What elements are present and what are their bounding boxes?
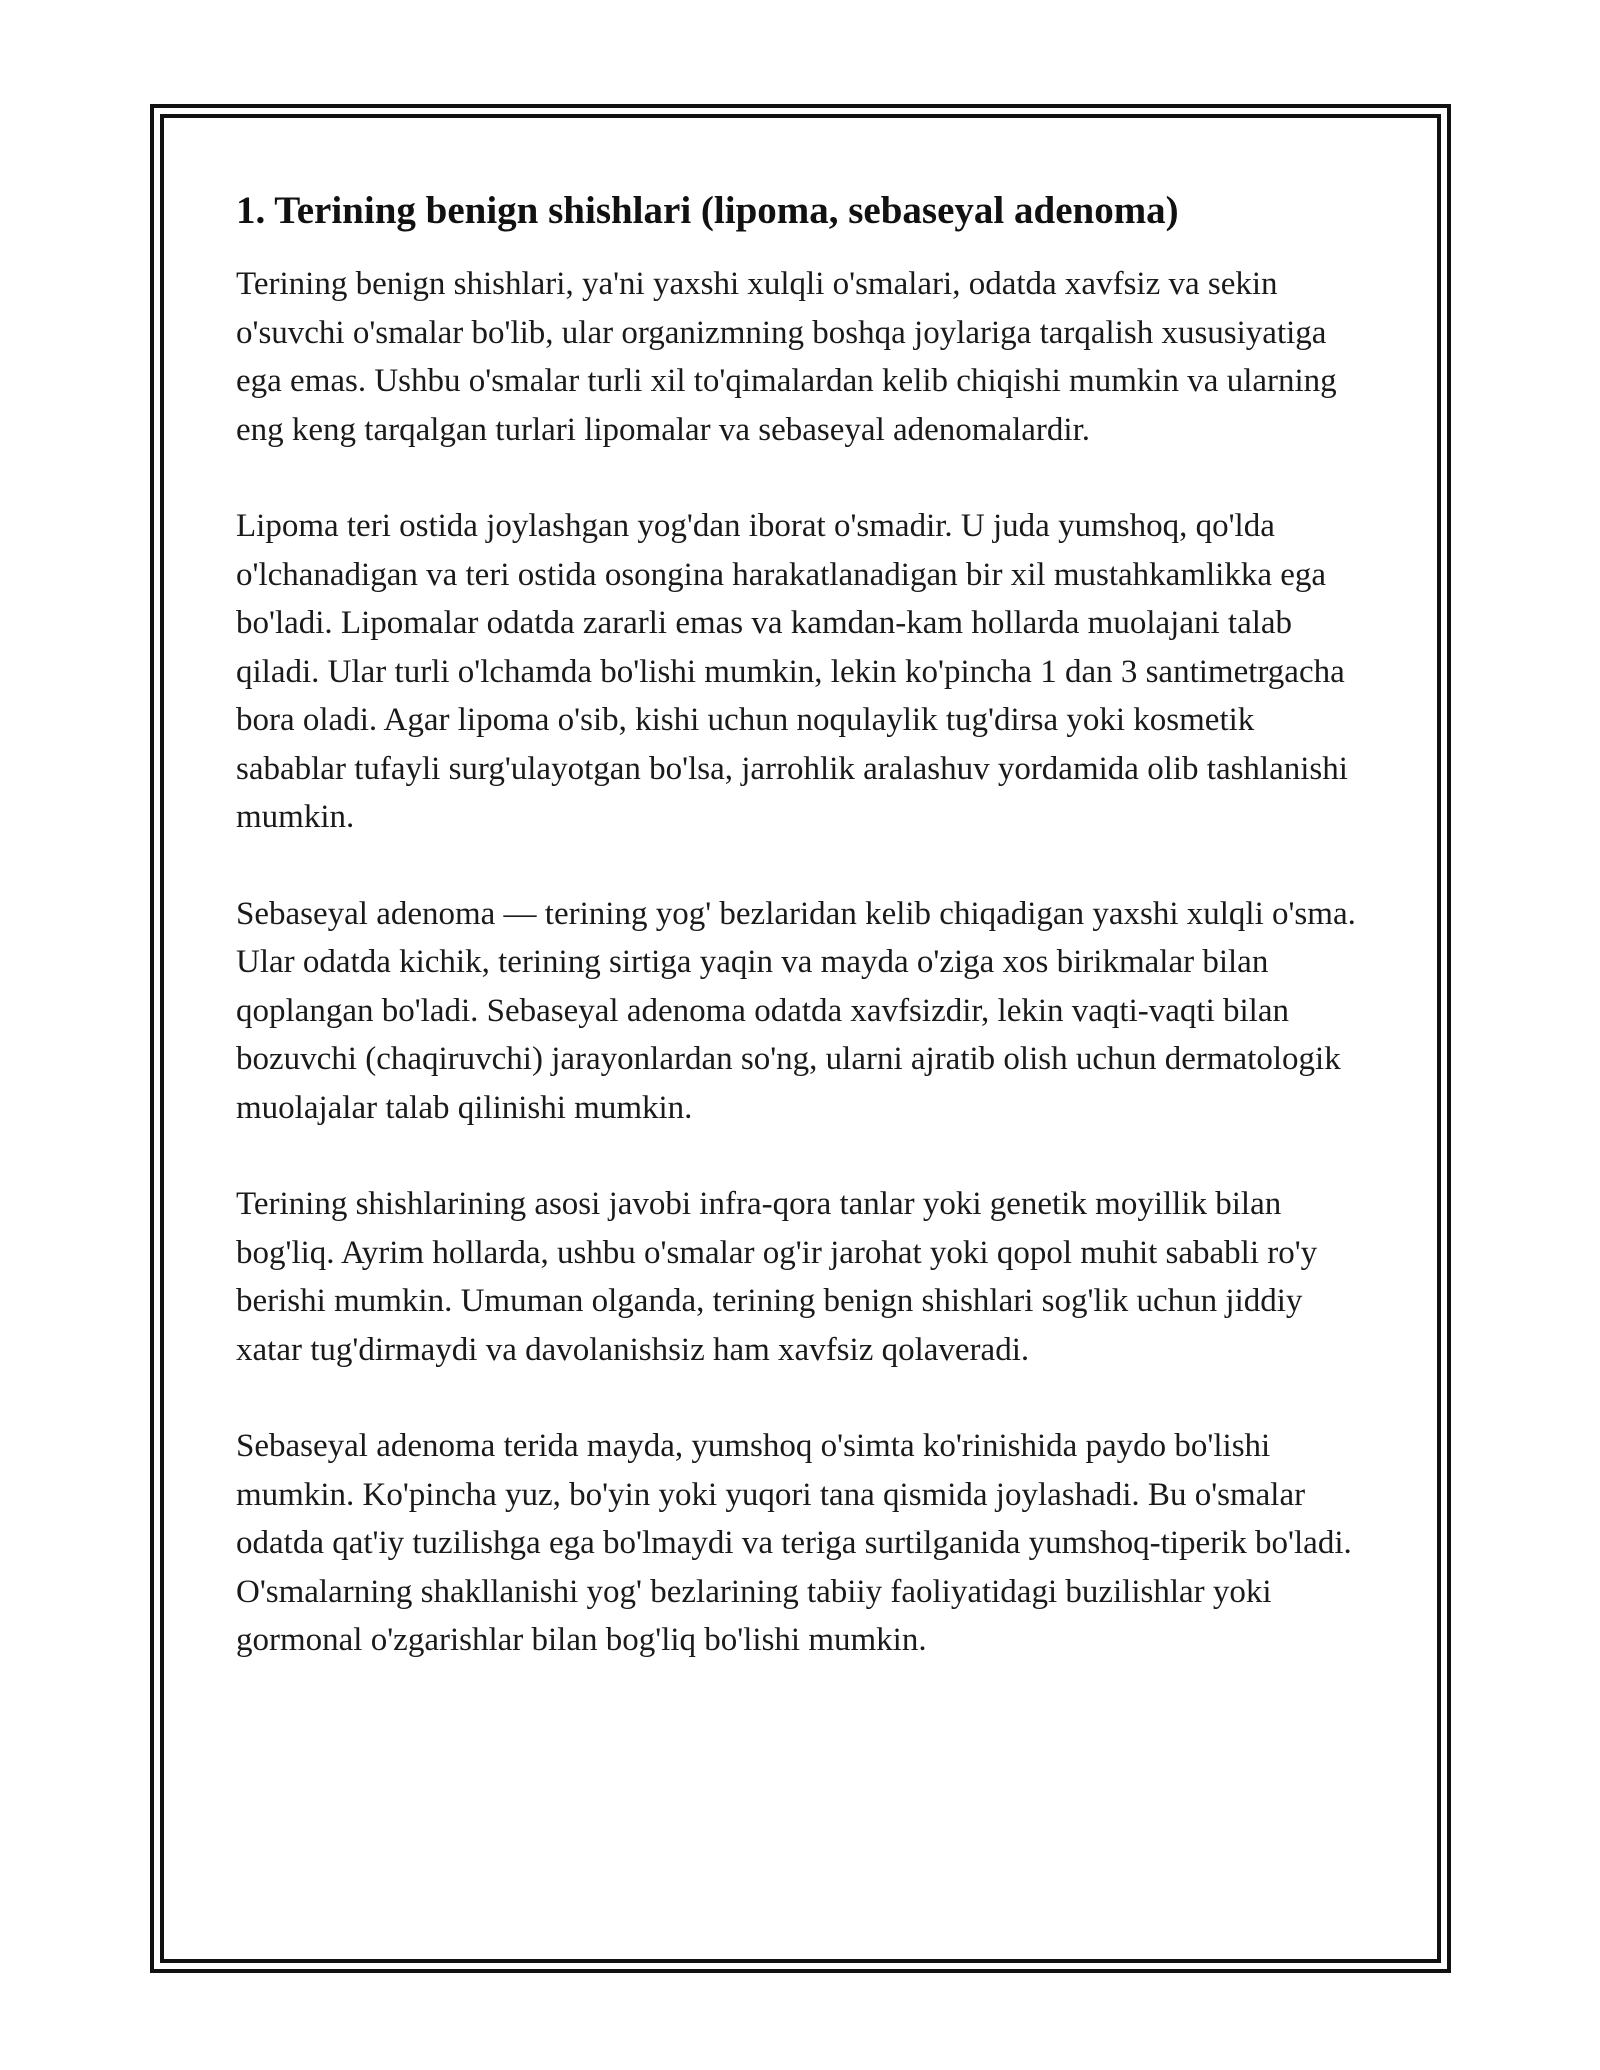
document-body — [236, 186, 1366, 1713]
paragraph-lipoma: Lipoma teri ostida joylashgan yog'dan iborat o'smadir. U juda yumshoq, qo'lda o'lchanadigan va teri ostida osongina harakatlanadigan bir xil mustahkamlikka ega bo'ladi. Lipomalar odatda zararli emas va kamdan-kam hollarda muolajani talab qiladi. Ular turli o'lchamda bo'lishi mumkin, lekin ko'pincha 1 dan 3 santimetrgacha bora oladi. Agar lipoma o'sib, kishi uchun noqulaylik tug'dirsa yoki kosmetik sabablar tufayli surg'ulayotgan bo'lsa, jarrohlik aralashuv yordamida olib tashlanishi mumkin. — [236, 508, 1348, 835]
paragraph-intro: Terining benign shishlari, ya'ni yaxshi xulqli o'smalari, odatda xavfsiz va sekin o'suvchi o'smalar bo'lib, ular organizmning boshqa joylariga tarqalish xususiyatiga ega emas. Ushbu o'smalar turli xil to'qimalardan kelib chiqishi mumkin va ularning eng keng tarqalgan turlari lipomalar va sebaseyal adenomalardir. — [236, 266, 1337, 448]
paragraph-causes: Terining shishlarining asosi javobi infra-qora tanlar yoki genetik moyillik bilan bog'liq. Ayrim hollarda, ushbu o'smalar og'ir jarohat yoki qopol muhit sababli ro'y berishi mumkin. Umuman olganda, terining benign shishlari sog'lik uchun jiddiy xatar tug'dirmaydi va davolanishsiz ham xavfsiz qolaveradi. — [236, 1186, 1318, 1368]
paragraph-sebaceous-appearance: Sebaseyal adenoma terida mayda, yumshoq o'simta ko'rinishida paydo bo'lishi mumkin. Ko'pincha yuz, bo'yin yoki yuqori tana qismida joylashadi. Bu o'smalar odatda qat'iy tuzilishga ega bo'lmaydi va teriga surtilganida yumshoq-tiperik bo'ladi. O'smalarning shakllanishi yog' bezlarining tabiiy faoliyatidagi buzilishlar yoki gormonal o'zgarishlar bilan bog'liq bo'lishi mumkin. — [236, 1428, 1352, 1658]
paragraph-sebaceous-adenoma: Sebaseyal adenoma — terining yog' bezlaridan kelib chiqadigan yaxshi xulqli o'sma. Ular odatda kichik, terining sirtiga yaqin va mayda o'ziga xos birikmalar bilan qoplangan bo'ladi. Sebaseyal adenoma odatda xavfsizdir, lekin vaqti-vaqti bilan bozuvchi (chaqiruvchi) jarayonlardan so'ng, ularni ajratib olish uchun dermatologik muolajalar talab qilinishi mumkin. — [236, 895, 1356, 1126]
section-heading: 1. Terining benign shishlari (lipoma, sebaseyal adenoma) — [236, 189, 1179, 232]
